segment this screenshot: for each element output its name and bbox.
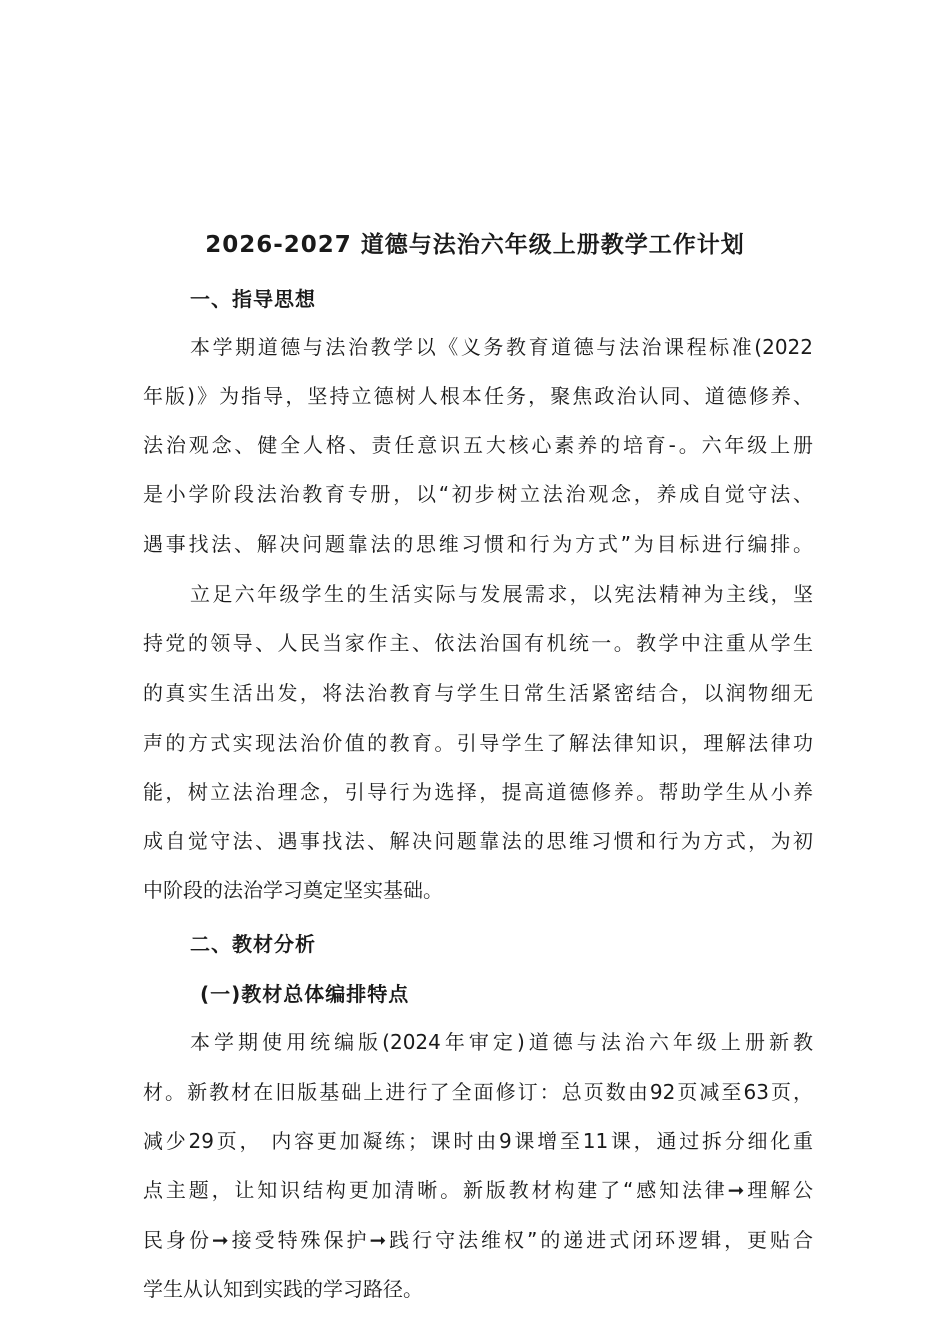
paragraph-line: 遇事找法、解决问题靠法的思维习惯和行为方式”为目标进行编排。 xyxy=(143,532,813,556)
paragraph-line: 点主题，让知识结构更加清晰。新版教材构建了“感知法律➞理解公 xyxy=(143,1178,813,1202)
paragraph-line: 声的方式实现法治价值的教育。引导学生了解法律知识，理解法律功 xyxy=(143,731,813,755)
subsection-heading-layout-features: (一)教材总体编排特点 xyxy=(200,982,410,1006)
paragraph-line: 是小学阶段法治教育专册，以“初步树立法治观念，养成自觉守法、 xyxy=(143,482,813,506)
document-title: 2026-2027 道德与法治六年级上册教学工作计划 xyxy=(205,232,745,258)
paragraph-line: 材。新教材在旧版基础上进行了全面修订：总页数由92页减至63页， xyxy=(143,1080,813,1104)
paragraph-line: 中阶段的法治学习奠定坚实基础。 xyxy=(143,878,443,902)
section-heading-guiding-ideology: 一、指导思想 xyxy=(190,287,316,311)
paragraph-line: 年版)》为指导，坚持立德树人根本任务，聚焦政治认同、道德修养、 xyxy=(143,384,813,408)
paragraph-line: 本学期使用统编版(2024年审定)道德与法治六年级上册新教 xyxy=(190,1030,813,1054)
paragraph-line: 学生从认知到实践的学习路径。 xyxy=(143,1277,423,1301)
paragraph-line: 减少29页， 内容更加凝练；课时由9课增至11课，通过拆分细化重 xyxy=(143,1129,813,1153)
paragraph-line: 持党的领导、人民当家作主、依法治国有机统一。教学中注重从学生 xyxy=(143,631,813,655)
paragraph-line: 民身份➞接受特殊保护➞践行守法维权”的递进式闭环逻辑，更贴合 xyxy=(143,1228,813,1252)
paragraph-line: 成自觉守法、遇事找法、解决问题靠法的思维习惯和行为方式，为初 xyxy=(143,829,813,853)
paragraph-line: 法治观念、健全人格、责任意识五大核心素养的培育-。六年级上册 xyxy=(143,433,813,457)
paragraph-line: 能，树立法治理念，引导行为选择，提高道德修养。帮助学生从小养 xyxy=(143,780,813,804)
paragraph-line: 的真实生活出发，将法治教育与学生日常生活紧密结合，以润物细无 xyxy=(143,681,813,705)
paragraph-line: 本学期道德与法治教学以《义务教育道德与法治课程标准(2022 xyxy=(190,335,813,359)
section-heading-textbook-analysis: 二、教材分析 xyxy=(190,932,316,956)
paragraph-line: 立足六年级学生的生活实际与发展需求，以宪法精神为主线，坚 xyxy=(190,582,813,606)
